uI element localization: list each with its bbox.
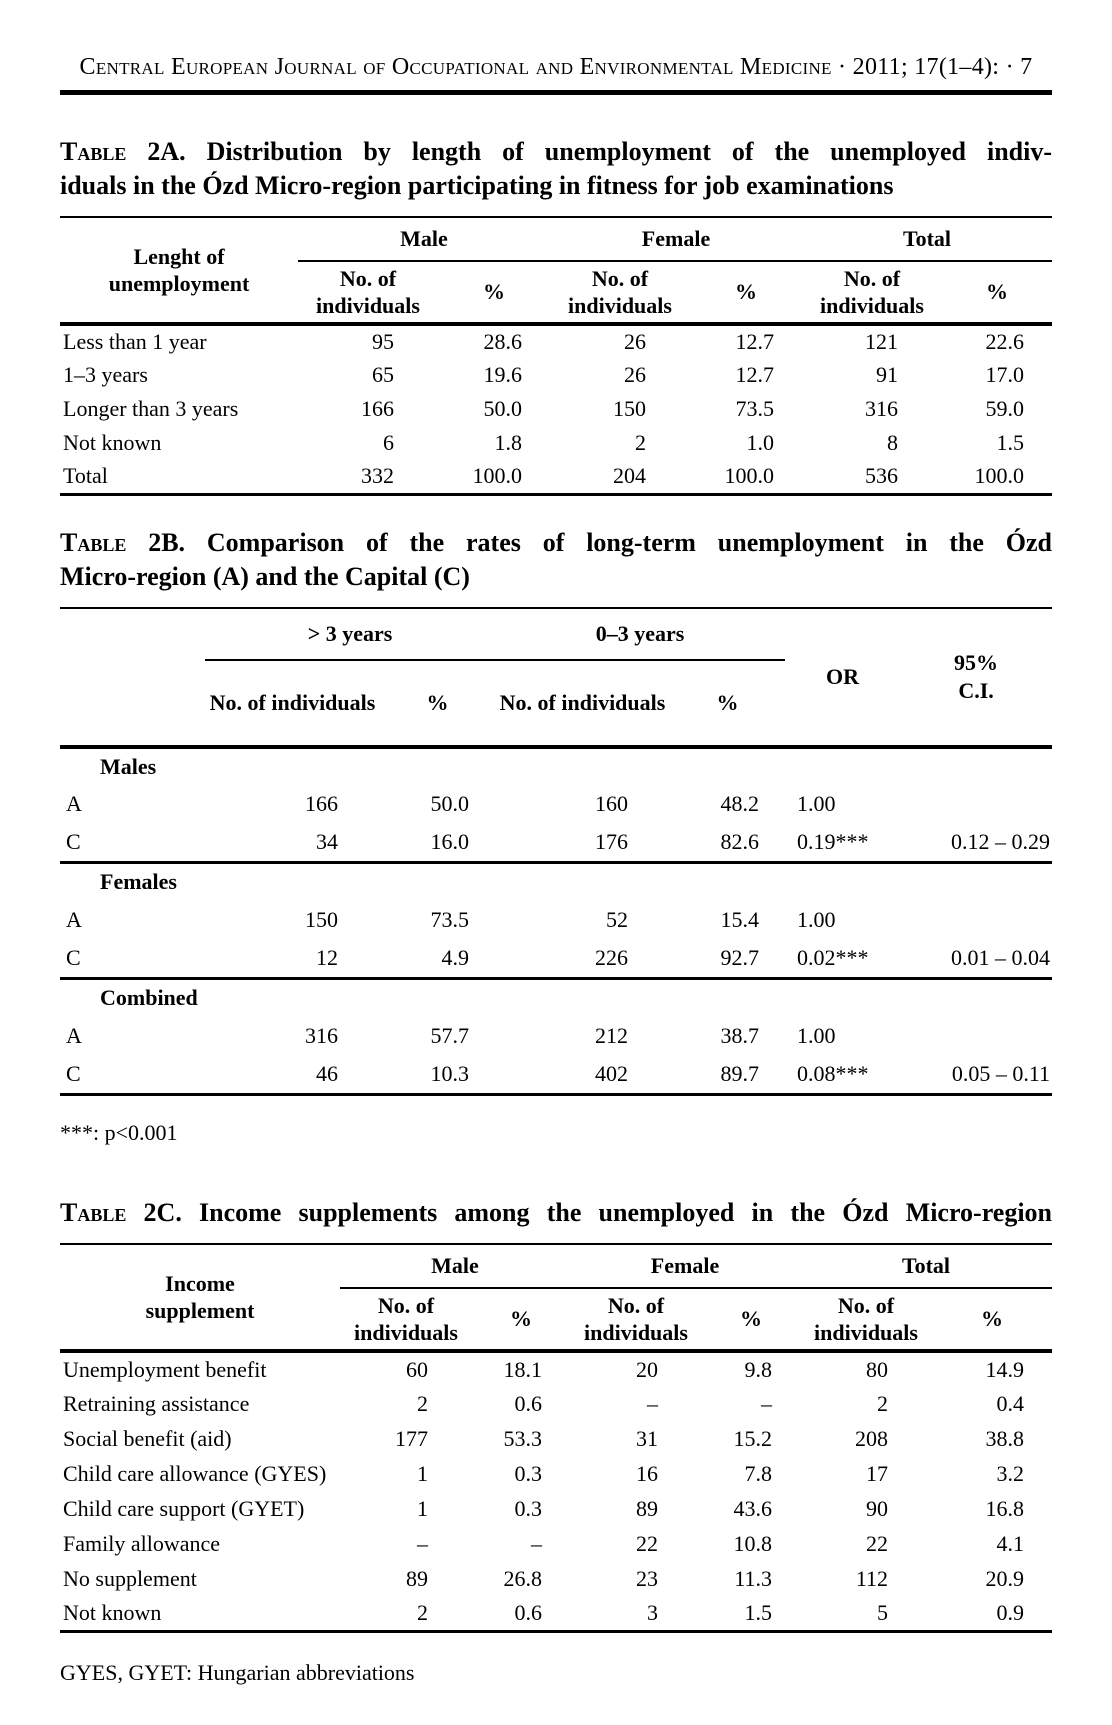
section-label: Combined (100, 985, 198, 1011)
sub-header: % (740, 1306, 762, 1331)
table-cell: 1.00 (797, 791, 836, 816)
table-row (60, 324, 1052, 358)
table-row (60, 824, 1052, 863)
table-cell: 16.0 (430, 829, 469, 855)
table-cell: 50.0 (430, 791, 469, 816)
table-cell (900, 901, 1052, 940)
sub-header: No. of individuals (316, 266, 420, 318)
table-cell: 1.0 (746, 430, 774, 455)
table-cell: 12.7 (735, 329, 774, 354)
row-label: Not known (63, 430, 162, 455)
sub-header: % (426, 689, 449, 715)
table-cell: 121 (865, 329, 898, 354)
row-label: Unemployment benefit (63, 1356, 267, 1382)
table-cell: 3.2 (996, 1460, 1024, 1486)
table-2b (60, 607, 1052, 1097)
table-cell: 19.6 (483, 362, 522, 387)
table-cell: 50.0 (483, 396, 522, 421)
sub-header: % (510, 1306, 532, 1331)
row-label: C (66, 945, 81, 971)
table-row (60, 785, 1052, 824)
table-row (60, 392, 1052, 426)
table-cell: 12 (316, 945, 338, 971)
group-header-total: Total (802, 217, 1052, 261)
table-cell: 11.3 (734, 1565, 772, 1591)
table-cell: 4.1 (996, 1530, 1024, 1556)
table-2c-title: Table 2C. Income supplements among the unemployed in the Ózd Micro-region (60, 1198, 1052, 1227)
table-cell: 166 (305, 791, 338, 816)
group-header-years (205, 608, 785, 660)
corner-cell (60, 608, 205, 747)
section-header-row (60, 979, 1052, 1017)
table-cell: 10.8 (733, 1530, 772, 1556)
table-cell: 3 (647, 1599, 658, 1625)
group-header-male: Male (340, 1244, 570, 1288)
table-cell: 89 (636, 1495, 658, 1521)
sub-header: % (483, 279, 505, 304)
table-cell: 0.3 (514, 1460, 542, 1486)
table-cell: 0.01 – 0.04 (951, 945, 1051, 971)
table-cell: 52 (606, 907, 628, 932)
row-label: Child care allowance (GYES) (63, 1460, 327, 1486)
sub-header: % (986, 279, 1008, 304)
table-cell: 0.12 – 0.29 (951, 829, 1051, 855)
table-cell: 12.7 (735, 362, 774, 387)
group-header-0-3-years: 0–3 years (595, 620, 685, 646)
table-cell: 1 (417, 1460, 428, 1486)
table-cell: 60 (406, 1356, 428, 1382)
sub-header: No. of individuals (820, 266, 924, 318)
table-2a-title (60, 135, 1052, 203)
table-row (60, 426, 1052, 460)
row-label: Total (63, 463, 108, 489)
table-cell: 0.19*** (797, 829, 869, 855)
table-cell: 402 (595, 1061, 628, 1087)
table-2a-title-line2: iduals in the Ózd Micro-region participating in fitness for job examinations (60, 171, 894, 200)
table-row (60, 358, 1052, 392)
table-cell: 22 (866, 1530, 888, 1556)
column-header-ci: 95% C.I. (954, 649, 999, 703)
table-row (60, 1386, 1052, 1421)
table-cell: 46 (316, 1061, 338, 1087)
group-header-female: Female (570, 1244, 800, 1288)
group-header-total: Total (800, 1244, 1052, 1288)
table-cell: 150 (305, 907, 338, 932)
sub-header: % (735, 279, 757, 304)
table-cell: 5 (877, 1599, 888, 1625)
sub-header: No. of individuals (568, 266, 672, 318)
table-cell: 316 (865, 396, 898, 421)
section-header-row (60, 747, 1052, 785)
row-label: A (66, 1023, 82, 1048)
table-cell: 17 (866, 1460, 888, 1486)
table-cell: 34 (316, 829, 338, 855)
table-cell: 15.4 (720, 907, 760, 932)
sub-header: No. of individuals (584, 1293, 688, 1345)
table-cell: 31 (636, 1425, 658, 1451)
table-cell: 89 (406, 1565, 428, 1591)
table-cell: – (761, 1390, 772, 1416)
table-row (60, 1596, 1052, 1631)
group-header-female: Female (550, 217, 802, 261)
table-cell: 28.6 (483, 329, 522, 354)
table-row (60, 901, 1052, 940)
table-2a-title-line1: Table 2A. Distribution by length of unemployment of the unemployed indiv- (60, 137, 1052, 166)
table-row (60, 1421, 1052, 1456)
table-2b-title-line2: Micro-region (A) and the Capital (C) (60, 561, 470, 591)
sub-header: No. of individuals (499, 690, 666, 715)
table-cell: – (647, 1390, 658, 1416)
row-label: Retraining assistance (63, 1390, 250, 1416)
table-cell: 1.8 (494, 430, 522, 455)
table-cell: 6 (383, 430, 394, 455)
table-cell: 0.4 (996, 1390, 1024, 1416)
table-row (60, 1456, 1052, 1491)
table-cell: 536 (865, 463, 898, 489)
table-cell: 0.9 (996, 1599, 1024, 1625)
table-2c (60, 1243, 1052, 1633)
section-label: Females (100, 869, 177, 895)
row-label: Social benefit (aid) (63, 1425, 232, 1451)
table-cell: 0.05 – 0.11 (951, 1061, 1051, 1087)
table-cell: 1.5 (996, 430, 1024, 455)
row-label: C (66, 1061, 81, 1087)
table-cell: 20 (636, 1356, 658, 1382)
table-cell: 1.5 (744, 1599, 772, 1625)
table-cell: 332 (361, 463, 394, 489)
table-cell: 204 (613, 463, 646, 489)
row-label: A (66, 907, 82, 932)
sub-header: No. of individuals (354, 1293, 458, 1345)
row-label: Longer than 3 years (63, 396, 239, 421)
table-cell: 2 (877, 1390, 888, 1416)
table-cell: 316 (305, 1023, 338, 1048)
table-cell: – (531, 1530, 542, 1556)
table-cell: 95 (372, 329, 394, 354)
column-header-or: OR (826, 663, 860, 689)
table-cell: 0.3 (514, 1495, 542, 1521)
table-cell: 59.0 (985, 396, 1024, 421)
table-cell: 100.0 (472, 463, 522, 489)
table-row (60, 1351, 1052, 1386)
table-row (60, 1017, 1052, 1056)
table-cell: 4.9 (441, 945, 469, 971)
table-cell: 208 (855, 1425, 888, 1451)
table-cell: 26.8 (503, 1565, 542, 1591)
table-cell: 53.3 (503, 1425, 542, 1451)
group-header-male: Male (298, 217, 550, 261)
table-cell: 2 (417, 1599, 428, 1625)
column-header-length-of-unemployment: Lenght of unemployment (108, 244, 250, 296)
table-2a (60, 216, 1052, 496)
table-cell: 100.0 (974, 463, 1024, 489)
table-cell: 0.08*** (797, 1061, 869, 1087)
header-rule (60, 90, 1052, 95)
table-cell: 57.7 (430, 1023, 469, 1048)
table-cell: 38.7 (720, 1023, 760, 1048)
table-cell: 26 (624, 362, 646, 387)
table-cell: 16.8 (985, 1495, 1024, 1521)
table-cell: 1.00 (797, 907, 836, 932)
table-cell: 160 (595, 791, 628, 816)
table-cell: 112 (855, 1565, 888, 1591)
table-cell: 9.8 (744, 1356, 772, 1382)
section-males (60, 747, 1052, 863)
table-cell: 212 (595, 1023, 628, 1048)
table-cell: 176 (595, 829, 628, 855)
table-cell: 23 (636, 1565, 658, 1591)
table-row (60, 460, 1052, 494)
table-row (60, 1056, 1052, 1095)
table-cell: 65 (372, 362, 394, 387)
table-cell: 73.5 (735, 396, 774, 421)
table-row (60, 1491, 1052, 1526)
journal-running-head: Central European Journal of Occupational and Environmental Medicine · 2011; 17(1–4): · 7 (79, 54, 1033, 80)
table-row (60, 1526, 1052, 1561)
column-header-income-supplement: Income supplement (145, 1271, 255, 1323)
table-cell: 14.9 (985, 1356, 1024, 1382)
sub-header: % (716, 689, 739, 715)
table-cell: 73.5 (430, 907, 469, 932)
table-cell: 43.6 (733, 1495, 772, 1521)
table-cell: 20.9 (985, 1565, 1024, 1591)
table-cell: 150 (613, 396, 646, 421)
table-cell: 91 (876, 362, 898, 387)
section-header-row (60, 863, 1052, 901)
row-label: Family allowance (63, 1530, 221, 1556)
table-cell: 8 (887, 430, 898, 455)
table-cell: 92.7 (720, 945, 760, 971)
table-cell: 2 (635, 430, 646, 455)
sub-header: No. of individuals (209, 690, 376, 715)
table-cell: 1.00 (797, 1023, 836, 1048)
table-2b-footnote: ***: p<0.001 (60, 1120, 178, 1145)
row-label: No supplement (63, 1565, 197, 1591)
table-cell: 2 (417, 1390, 428, 1416)
row-label: C (66, 829, 81, 855)
table-cell: 48.2 (720, 791, 760, 816)
table-cell: 17.0 (985, 362, 1024, 387)
table-cell (900, 1017, 1052, 1056)
section-combined (60, 979, 1052, 1095)
table-cell: 80 (866, 1356, 888, 1382)
table-cell: 90 (866, 1495, 888, 1521)
table-cell: 82.6 (720, 829, 760, 855)
table-row (60, 940, 1052, 979)
row-label: Less than 1 year (63, 329, 207, 354)
table-cell: 18.1 (503, 1356, 542, 1382)
table-row (60, 1561, 1052, 1596)
table-cell (900, 785, 1052, 824)
table-cell: – (417, 1530, 428, 1556)
table-cell: 22 (636, 1530, 658, 1556)
table-cell: 89.7 (720, 1061, 760, 1087)
table-2b-title (60, 526, 1052, 594)
row-label: Child care support (GYET) (63, 1495, 305, 1521)
table-cell: 7.8 (744, 1460, 772, 1486)
section-label: Males (100, 753, 157, 779)
row-label: Not known (63, 1599, 162, 1625)
table-cell: 226 (595, 945, 628, 971)
sub-header: No. of individuals (814, 1293, 918, 1345)
table-cell: 38.8 (985, 1425, 1024, 1451)
table-cell: 10.3 (430, 1061, 469, 1087)
section-females (60, 863, 1052, 979)
table-cell: 0.6 (514, 1390, 542, 1416)
table-cell: 22.6 (985, 329, 1024, 354)
table-2b-title-line1: Table 2B. Comparison of the rates of long-term unemployment in the Ózd (60, 527, 1053, 557)
table-2c-footnote: GYES, GYET: Hungarian abbreviations (60, 1659, 415, 1685)
table-cell: 0.02*** (797, 945, 869, 971)
group-header-over-3-years: > 3 years (307, 620, 393, 646)
table-cell: 15.2 (733, 1425, 772, 1451)
sub-header: % (981, 1306, 1003, 1331)
table-cell: 177 (395, 1425, 428, 1451)
table-cell: 1 (417, 1495, 428, 1521)
row-label: 1–3 years (63, 362, 148, 387)
table-cell: 100.0 (724, 463, 774, 489)
table-cell: 16 (636, 1460, 658, 1486)
table-cell: 166 (361, 396, 394, 421)
table-cell: 26 (624, 329, 646, 354)
row-label: A (66, 791, 82, 816)
table-cell: 0.6 (514, 1599, 542, 1625)
